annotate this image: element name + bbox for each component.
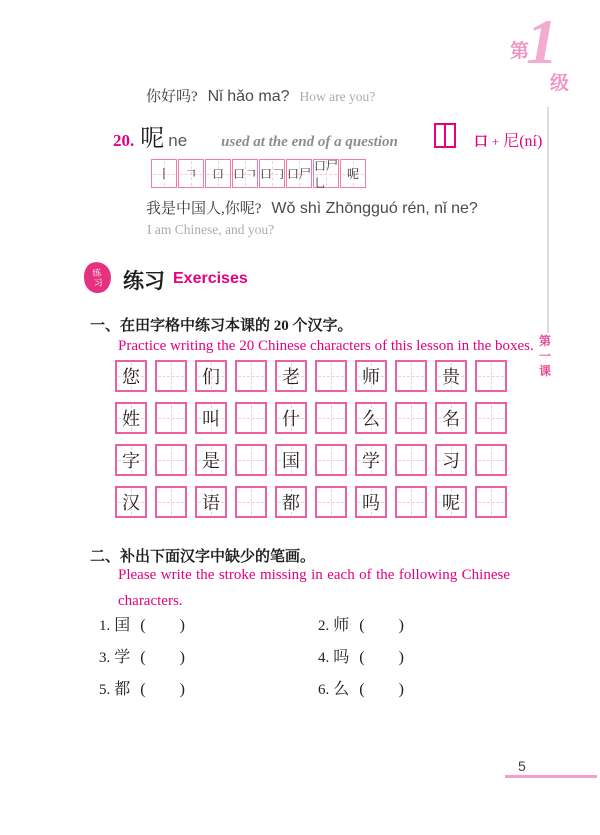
empty-practice-box [395, 486, 427, 518]
character-box: 师 [355, 360, 387, 392]
section1-heading-english: Practice writing the 20 Chinese characters of this lesson in the boxes. [118, 338, 534, 354]
stroke-step-box: 口𠃍 [232, 159, 258, 188]
stroke-step-box: 口尸乚 [314, 158, 339, 190]
plus-sign: + [491, 134, 500, 149]
side-tab-char: 课 [538, 364, 551, 378]
level-prefix: 第 [510, 41, 530, 62]
stroke-step-box: 口 [205, 159, 231, 188]
character-box: 姓 [115, 402, 147, 434]
example-translation: I am Chinese, and you? [147, 222, 275, 237]
character-box: 什 [275, 402, 307, 434]
exercises-title-chinese: 练习 [123, 270, 165, 293]
character-box: 都 [275, 486, 307, 518]
entry-number: 20. [113, 131, 135, 150]
component-formula [474, 128, 542, 151]
empty-practice-box [475, 486, 507, 518]
page-number: 5 [518, 758, 526, 774]
empty-practice-box [315, 360, 347, 392]
missing-stroke-item: 1. 囯 ( ) [99, 617, 185, 634]
level-suffix: 级 [550, 73, 570, 94]
character-box: 么 [355, 402, 387, 434]
formula-right-component: 尼(ní) [503, 133, 543, 150]
empty-practice-box [395, 444, 427, 476]
character-box: 语 [195, 486, 227, 518]
character-box: 是 [195, 444, 227, 476]
character-structure-icon [434, 123, 456, 148]
character-box: 老 [275, 360, 307, 392]
lesson-side-tab [536, 334, 554, 379]
empty-practice-box [235, 402, 267, 434]
stroke-step-box: 口尸 [286, 159, 312, 188]
missing-stroke-item: 4. 吗 ( ) [318, 649, 404, 666]
seal-label: 练习 [91, 266, 104, 289]
character-box: 习 [435, 444, 467, 476]
stroke-step-box: 口𠃌 [259, 159, 285, 188]
character-box: 汉 [115, 486, 147, 518]
exercises-title-english: Exercises [173, 270, 248, 287]
empty-practice-box [235, 444, 267, 476]
side-tab-char: 一 [538, 349, 551, 363]
empty-practice-box [235, 360, 267, 392]
example-sentence [146, 197, 478, 218]
missing-stroke-item: 6. 么 ( ) [318, 681, 404, 698]
grid-row [115, 402, 507, 434]
character-box: 您 [115, 360, 147, 392]
side-tab-char: 第 [538, 334, 551, 348]
empty-practice-box [315, 486, 347, 518]
review-pinyin: Nǐ hǎo ma? [207, 88, 290, 105]
character-box: 国 [275, 444, 307, 476]
empty-practice-box [475, 360, 507, 392]
side-divider-line [547, 107, 549, 333]
empty-practice-box [155, 402, 187, 434]
missing-stroke-item: 3. 学 ( ) [99, 649, 185, 666]
character-box: 吗 [355, 486, 387, 518]
vocab-entry-20 [113, 118, 542, 153]
entry-character: 呢 [140, 126, 165, 152]
character-box: 叫 [195, 402, 227, 434]
empty-practice-box [395, 402, 427, 434]
missing-stroke-item: 2. 师 ( ) [318, 617, 404, 634]
entry-pinyin: ne [168, 131, 188, 150]
stroke-step-box: 呢 [340, 159, 366, 188]
example-pinyin: Wǒ shì Zhōngguó rén, nǐ ne? [271, 200, 478, 217]
empty-practice-box [315, 402, 347, 434]
empty-practice-box [475, 444, 507, 476]
level-badge [504, 6, 574, 94]
example-chinese: 我是中国人,你呢? [146, 201, 262, 217]
character-box: 字 [115, 444, 147, 476]
grid-row [115, 486, 507, 518]
grid-row [115, 444, 507, 476]
character-box: 名 [435, 402, 467, 434]
missing-stroke-items [99, 612, 519, 699]
stroke-step-box: 丨 [151, 159, 177, 188]
exercises-seal-icon [82, 260, 113, 294]
review-translation: How are you? [299, 89, 376, 104]
footer-rule [505, 775, 597, 778]
section2-heading-english-line1: Please write the stroke missing in each of the following Chinese [118, 567, 510, 583]
character-box: 们 [195, 360, 227, 392]
character-box: 学 [355, 444, 387, 476]
section1-heading-chinese: 一、在田字格中练习本课的 20 个汉字。 [90, 318, 353, 334]
section2-heading-chinese: 二、补出下面汉字中缺少的笔画。 [90, 549, 316, 565]
empty-practice-box [155, 486, 187, 518]
stroke-order-row [151, 159, 366, 188]
empty-practice-box [315, 444, 347, 476]
entry-usage-note: used at the end of a question [221, 134, 398, 150]
missing-stroke-item: 5. 都 ( ) [99, 681, 185, 698]
empty-practice-box [235, 486, 267, 518]
stroke-step-box: 𠃍 [178, 159, 204, 188]
section2-heading-english-line2: characters. [118, 593, 183, 609]
character-practice-grid [115, 360, 507, 518]
formula-left-component: 口 [473, 135, 488, 150]
empty-practice-box [155, 444, 187, 476]
review-chinese: 你好吗? [146, 89, 198, 105]
level-number: 1 [526, 6, 558, 77]
empty-practice-box [395, 360, 427, 392]
grid-row [115, 360, 507, 392]
character-box: 呢 [435, 486, 467, 518]
character-box: 贵 [435, 360, 467, 392]
empty-practice-box [155, 360, 187, 392]
empty-practice-box [475, 402, 507, 434]
review-sentence [146, 85, 375, 106]
